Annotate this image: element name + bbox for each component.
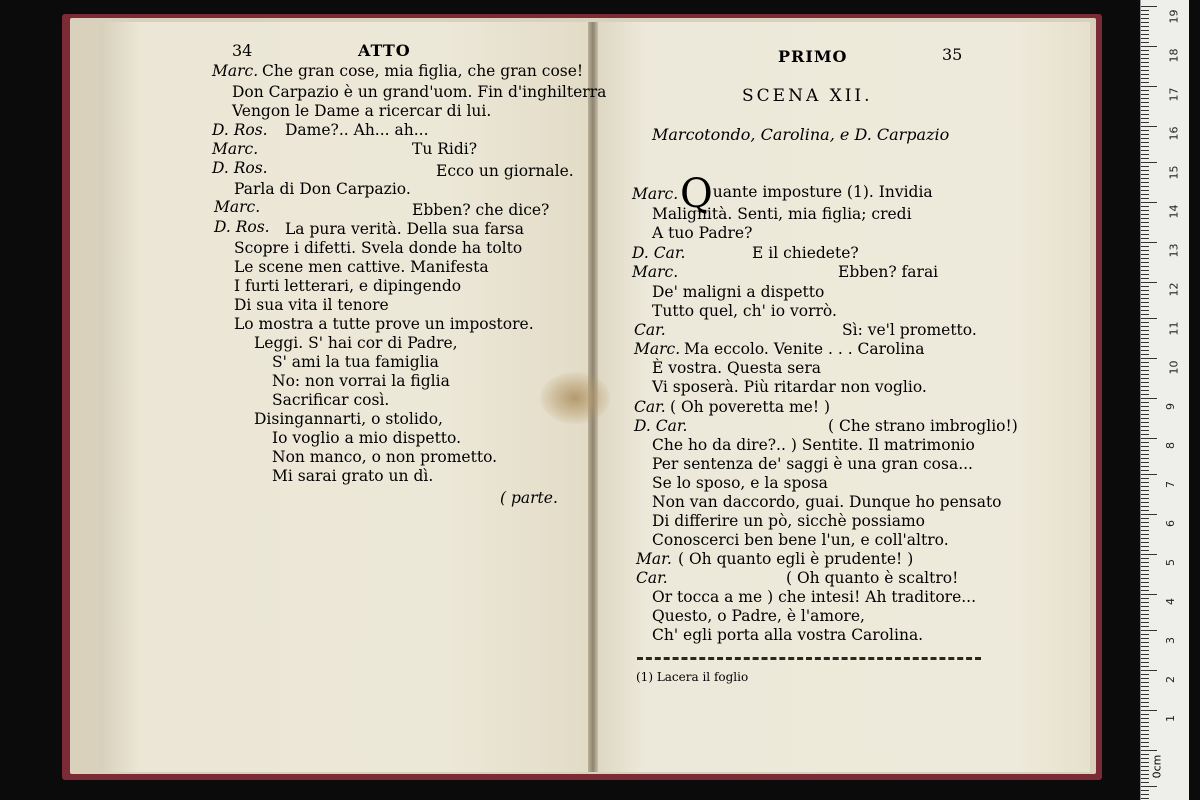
ruler-number: 19 [1167,9,1181,24]
ruler-tick [1141,334,1149,335]
ruler-tick [1141,638,1149,639]
ruler-tick [1141,366,1149,367]
ruler-tick [1141,702,1149,703]
ruler-tick [1141,86,1157,87]
ruler-tick [1141,26,1149,27]
verse-line: S' ami la tua famiglia [272,353,439,371]
ruler-tick [1141,410,1149,411]
verse-line: Io voglio a mio dispetto. [272,429,462,447]
ruler-tick [1141,586,1149,587]
ruler-tick [1141,134,1149,135]
ruler-tick [1141,454,1149,455]
right-running-head: PRIMO [778,47,848,66]
ruler-tick [1141,530,1149,531]
verse-line: Di differire un pò, sicchè possiamo [652,512,925,530]
ruler-tick [1141,378,1149,379]
ruler-tick [1141,38,1149,39]
verse-line: No: non vorrai la figlia [272,372,450,390]
ruler-tick [1141,562,1149,563]
verse-line: ( Oh quanto è scaltro! [786,569,959,587]
ruler-tick [1141,602,1149,603]
ruler-tick [1141,370,1149,371]
speaker-label: Marc. [634,340,681,358]
ruler-tick [1141,506,1149,507]
ruler-tick [1141,322,1149,323]
ruler-tick [1141,418,1149,419]
verse-line: Ma eccolo. Venite . . . Carolina [684,340,925,358]
ruler-tick [1141,302,1149,303]
ruler-tick [1141,522,1149,523]
verse-line: Disingannarti, o stolido, [254,410,443,428]
ruler-tick [1141,298,1149,299]
ruler-tick [1141,646,1149,647]
ruler-number: 2 [1164,676,1177,683]
ruler-tick [1141,74,1149,75]
verse-line: Lo mostra a tutte prove un impostore. [234,315,534,333]
ruler-tick [1141,570,1149,571]
verse-line: ( Oh poveretta me! ) [670,398,831,416]
ruler-label: 0cm [1150,754,1164,779]
ruler-tick [1141,142,1149,143]
speaker-label: Marc. [632,185,679,203]
ruler-tick [1141,566,1149,567]
ruler-tick [1141,158,1149,159]
ruler-tick [1141,574,1149,575]
verse-line: Sì: ve'l prometto. [842,321,977,339]
ruler-tick [1141,710,1157,711]
speaker-label: Car. [634,321,666,339]
ruler-tick [1141,466,1149,467]
ruler-tick [1141,542,1149,543]
ruler-tick [1141,774,1149,775]
ruler-tick [1141,746,1149,747]
ruler-tick [1141,194,1149,195]
ruler-tick [1141,82,1149,83]
ruler-number: 4 [1164,598,1177,605]
paper-stain [540,372,610,424]
ruler-tick [1141,78,1149,79]
ruler-tick [1141,18,1149,19]
speaker-label: Marc. [212,62,259,80]
ruler-tick [1141,682,1149,683]
ruler-tick [1141,98,1149,99]
ruler-tick [1141,246,1149,247]
ruler-tick [1141,310,1149,311]
ruler-tick [1141,786,1157,787]
cast-list: Marcotondo, Carolina, e D. Carpazio [652,125,950,144]
ruler-tick [1141,674,1149,675]
ruler-tick [1141,482,1149,483]
ruler-tick [1141,686,1149,687]
speaker-label: Car. [634,398,666,416]
ruler-number: 18 [1167,48,1181,63]
ruler-tick [1141,706,1149,707]
ruler-tick [1141,90,1149,91]
ruler-tick [1141,190,1149,191]
verse-line: Mi sarai grato un dì. [272,467,434,485]
ruler-tick [1141,714,1149,715]
ruler-tick [1141,182,1149,183]
verse-line: Questo, o Padre, è l'amore, [652,607,865,625]
speaker-label: D. Car. [632,244,686,262]
ruler-tick [1141,762,1149,763]
ruler-tick [1141,170,1149,171]
verse-line: Ecco un giornale. [436,162,574,180]
ruler-tick [1141,606,1149,607]
ruler-tick [1141,626,1149,627]
ruler-tick [1141,50,1149,51]
ruler-tick [1141,358,1157,359]
ruler-tick [1141,614,1149,615]
ruler-tick [1141,678,1149,679]
ruler-tick [1141,114,1149,115]
stage-direction: ( parte. [500,489,558,507]
ruler-tick [1141,750,1157,751]
verse-line: Ch' egli porta alla vostra Carolina. [652,626,924,644]
ruler-tick [1141,690,1149,691]
ruler-tick [1141,430,1149,431]
ruler-tick [1141,294,1149,295]
verse-line: Non van daccordo, guai. Dunque ho pensato [652,493,1002,511]
ruler-tick [1141,554,1157,555]
ruler-tick [1141,218,1149,219]
ruler-tick [1141,350,1149,351]
verse-line: I furti letterari, e dipingendo [234,277,462,295]
verse-line: Che gran cose, mia figlia, che gran cose! [262,62,584,80]
ruler-tick [1141,22,1149,23]
verse-line: Tutto quel, ch' io vorrò. [652,302,837,320]
verse-line: Ebben? che dice? [412,201,550,219]
ruler-tick [1141,450,1149,451]
ruler-tick [1141,642,1149,643]
ruler-tick [1141,178,1149,179]
ruler-tick [1141,198,1149,199]
ruler-tick [1141,374,1149,375]
ruler-number: 3 [1164,637,1177,644]
ruler-tick [1141,518,1149,519]
ruler-tick [1141,58,1149,59]
ruler-tick [1141,234,1149,235]
left-page-number: 34 [232,41,253,60]
ruler-tick [1141,654,1149,655]
ruler-tick [1141,266,1149,267]
ruler-tick [1141,54,1149,55]
ruler-number: 15 [1167,165,1181,180]
ruler-tick [1141,498,1149,499]
verse-line: Non manco, o non prometto. [272,448,498,466]
ruler-tick [1141,670,1157,671]
ruler-tick [1141,166,1149,167]
verse-line: Se lo sposo, e la sposa [652,474,828,492]
ruler-tick [1141,794,1149,795]
ruler-tick [1141,442,1149,443]
ruler-tick [1141,526,1149,527]
ruler-tick [1141,126,1157,127]
scene-title: SCENA XII. [742,86,873,106]
ruler-tick [1141,694,1149,695]
speaker-label: Marc. [212,140,259,158]
ruler-tick [1141,510,1149,511]
ruler-tick [1141,110,1149,111]
ruler-tick [1141,394,1149,395]
ruler-tick [1141,270,1149,271]
verse-line: A tuo Padre? [652,224,753,242]
ruler-tick [1141,474,1157,475]
ruler-tick [1141,650,1149,651]
ruler-tick [1141,138,1149,139]
ruler-tick [1141,282,1157,283]
ruler-number: 7 [1164,481,1177,488]
ruler-tick [1141,422,1149,423]
ruler-tick [1141,578,1149,579]
ruler-tick [1141,658,1149,659]
speaker-label: Marc. [632,263,679,281]
footnote-rule [637,657,981,660]
ruler-tick [1141,790,1149,791]
ruler-tick [1141,258,1149,259]
ruler-tick [1141,274,1149,275]
ruler-tick [1141,718,1149,719]
verse-line: Sacrificar così. [272,391,390,409]
ruler-tick [1141,102,1149,103]
ruler-tick [1141,406,1149,407]
ruler-number: 12 [1167,282,1181,297]
verse-line: Conoscerci ben bene l'un, e coll'altro. [652,531,949,549]
ruler-tick [1141,446,1149,447]
ruler-tick [1141,666,1149,667]
ruler-tick [1141,330,1149,331]
ruler-tick [1141,534,1149,535]
verse-line: Scopre i difetti. Svela donde ha tolto [234,239,523,257]
ruler-tick [1141,462,1149,463]
ruler-tick [1141,6,1157,7]
ruler-tick [1141,230,1149,231]
ruler-tick [1141,798,1149,799]
ruler-tick [1141,514,1157,515]
ruler-tick [1141,546,1149,547]
ruler-tick [1141,262,1149,263]
verse-line: Or tocca a me ) che intesi! Ah traditore... [652,588,977,606]
ruler-tick [1141,698,1149,699]
ruler-tick [1141,290,1149,291]
ruler-number: 10 [1167,360,1181,375]
ruler-tick [1141,154,1149,155]
speaker-label: Car. [636,569,668,587]
ruler-tick [1141,118,1149,119]
verse-line: Malignità. Senti, mia figlia; credi [652,205,912,223]
ruler-tick [1141,202,1157,203]
ruler-tick [1141,758,1149,759]
ruler-tick [1141,470,1149,471]
verse-line: Dame?.. Ah... ah... [285,121,429,139]
ruler-tick [1141,594,1157,595]
ruler-number: 8 [1164,442,1177,449]
verse-line-rest: uante imposture (1). Invidia [712,183,933,201]
ruler-tick [1141,398,1157,399]
ruler-tick [1141,10,1149,11]
ruler-number: 14 [1167,204,1181,219]
ruler-tick [1141,342,1149,343]
ruler-number: 5 [1164,559,1177,566]
ruler-tick [1141,734,1149,735]
ruler-tick [1141,210,1149,211]
ruler-tick [1141,726,1149,727]
ruler-tick [1141,62,1149,63]
ruler-tick [1141,730,1149,731]
ruler-tick [1141,754,1149,755]
verse-line: Vi sposerà. Più ritardar non voglio. [652,378,927,396]
ruler-tick [1141,738,1149,739]
ruler-number: 9 [1164,403,1177,410]
ruler-tick [1141,538,1149,539]
ruler-tick [1141,338,1149,339]
ruler-tick [1141,426,1149,427]
verse-line: Per sentenza de' saggi è una gran cosa... [652,455,973,473]
ruler-tick [1141,478,1149,479]
speaker-label: D. Car. [634,417,688,435]
ruler-tick [1141,494,1149,495]
ruler-tick [1141,214,1149,215]
ruler-tick [1141,402,1149,403]
ruler-tick [1141,238,1149,239]
verse-line: Ebben? farai [838,263,939,281]
ruler-tick [1141,386,1149,387]
ruler-tick [1141,306,1149,307]
ruler-tick [1141,122,1149,123]
ruler-tick [1141,286,1149,287]
speaker-label: D. Ros. [214,218,270,236]
ruler-tick [1141,14,1149,15]
ruler-tick [1141,634,1149,635]
verse-line: De' maligni a dispetto [652,283,825,301]
verse-line: Leggi. S' hai cor di Padre, [254,334,458,352]
ruler-tick [1141,354,1149,355]
ruler-tick [1141,186,1149,187]
ruler-tick [1141,486,1149,487]
verse-line: E il chiedete? [752,244,859,262]
ruler-number: 1 [1164,715,1177,722]
footnote: (1) Lacera il foglio [636,670,749,684]
ruler-tick [1141,146,1149,147]
ruler-tick [1141,362,1149,363]
ruler-tick [1141,222,1149,223]
ruler-tick [1141,162,1157,163]
ruler-tick [1141,458,1149,459]
ruler-number: 6 [1164,520,1177,527]
verse-line: Parla di Don Carpazio. [234,180,411,198]
ruler-tick [1141,250,1149,251]
measuring-ruler [1140,0,1189,800]
verse-line: Vengon le Dame a ricercar di lui. [232,102,492,120]
ruler-tick [1141,206,1149,207]
right-page-number: 35 [942,45,963,64]
ruler-tick [1141,766,1149,767]
ruler-tick [1141,502,1149,503]
ruler-tick [1141,778,1149,779]
ruler-number: 17 [1167,87,1181,102]
verse-line: ( Che strano imbroglio!) [828,417,1018,435]
ruler-tick [1141,254,1149,255]
ruler-tick [1141,782,1149,783]
ruler-tick [1141,318,1157,319]
ruler-tick [1141,550,1149,551]
ruler-tick [1141,742,1149,743]
ruler-tick [1141,66,1149,67]
verse-line: Che ho da dire?.. ) Sentite. Il matrimonio [652,436,975,454]
ruler-tick [1141,150,1149,151]
speaker-label: Marc. [214,198,261,216]
verse-line: Tu Ridi? [412,140,478,158]
verse-line: Di sua vita il tenore [234,296,389,314]
ruler-tick [1141,34,1149,35]
ruler-tick [1141,70,1149,71]
ruler-tick [1141,630,1157,631]
ruler-tick [1141,770,1149,771]
ruler-tick [1141,382,1149,383]
ruler-tick [1141,590,1149,591]
ruler-tick [1141,326,1149,327]
left-running-head: ATTO [358,41,411,60]
verse-line: È vostra. Questa sera [652,359,822,377]
ruler-number: 13 [1167,243,1181,258]
verse-line: Le scene men cattive. Manifesta [234,258,489,276]
ruler-tick [1141,30,1149,31]
verse-line: ( Oh quanto egli è prudente! ) [678,550,914,568]
speaker-label: D. Ros. [212,159,268,177]
ruler-tick [1141,434,1149,435]
ruler-tick [1141,618,1149,619]
ruler-tick [1141,598,1149,599]
ruler-tick [1141,346,1149,347]
ruler-tick [1141,242,1157,243]
ruler-tick [1141,314,1149,315]
speaker-label: D. Ros. [212,121,268,139]
ruler-tick [1141,582,1149,583]
ruler-tick [1141,558,1149,559]
ruler-tick [1141,278,1149,279]
ruler-tick [1141,130,1149,131]
ruler-tick [1141,414,1149,415]
ruler-tick [1141,622,1149,623]
speaker-label: Mar. [636,550,672,568]
ruler-tick [1141,490,1149,491]
ruler-tick [1141,174,1149,175]
ruler-number: 16 [1167,126,1181,141]
ruler-tick [1141,226,1149,227]
ruler-number: 11 [1167,321,1181,336]
ruler-tick [1141,610,1149,611]
ruler-tick [1141,46,1157,47]
ruler-tick [1141,722,1149,723]
ruler-tick [1141,390,1149,391]
verse-line: La pura verità. Della sua farsa [285,220,524,238]
ruler-tick [1141,42,1149,43]
ruler-tick [1141,94,1149,95]
ruler-tick [1141,106,1149,107]
ruler-tick [1141,662,1149,663]
verse-line: Don Carpazio è un grand'uom. Fin d'inghilterra [232,83,607,101]
drop-cap: Q [680,171,713,217]
ruler-tick [1141,438,1157,439]
